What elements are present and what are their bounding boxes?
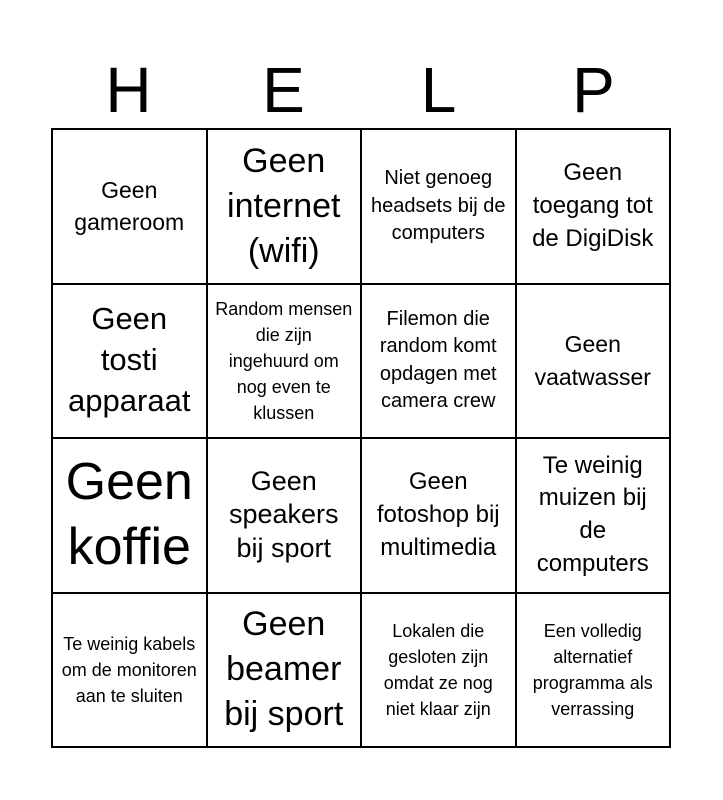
bingo-grid [51, 128, 671, 748]
bingo-cell[interactable] [208, 439, 363, 594]
bingo-cell-text: Geen vaatwasser [534, 331, 651, 390]
bingo-cell-text: Te weinig muizen bij de computers [536, 451, 649, 578]
bingo-cell[interactable] [517, 285, 672, 440]
bingo-cell[interactable] [362, 594, 517, 749]
bingo-cell-text: Geen fotoshop bij multimedia [376, 467, 500, 561]
bingo-cell-text: Geen tosti apparaat [68, 301, 191, 419]
bingo-cell-text: Filemon die random komt opdagen met camera crew [379, 307, 497, 413]
bingo-cell[interactable] [53, 594, 208, 749]
bingo-cell[interactable] [362, 439, 517, 594]
bingo-cell-text: Geen speakers bij sport [228, 465, 339, 564]
bingo-cell-text: Random mensen die zijn ingehuurd om nog even te klussen [215, 298, 353, 423]
bingo-cell[interactable] [517, 130, 672, 285]
bingo-cell-text: Lokalen die gesloten zijn omdat ze nog niet klaar zijn [383, 620, 493, 719]
bingo-cell-text: Geen toegang tot de DigiDisk [532, 158, 654, 252]
bingo-cell[interactable] [208, 594, 363, 749]
bingo-cell[interactable] [208, 285, 363, 440]
bingo-cell[interactable] [208, 130, 363, 285]
bingo-cell[interactable] [517, 439, 672, 594]
bingo-cell[interactable] [517, 594, 672, 749]
bingo-cell-text: Niet genoeg headsets bij de computers [370, 167, 506, 244]
bingo-cell-text: Geen internet (wifi) [227, 141, 341, 270]
header-letter-h: H [105, 54, 152, 126]
bingo-cell-text: Geen beamer bij sport [224, 605, 344, 734]
bingo-cell[interactable] [53, 130, 208, 285]
bingo-cell-text: Geen koffie [65, 453, 193, 577]
header-letter-p: P [572, 54, 615, 126]
bingo-cell-text: Geen gameroom [74, 176, 185, 236]
bingo-cell-text: Een volledig alternatief programma als verrassing [532, 620, 653, 719]
header-letter-l: L [420, 54, 457, 126]
bingo-cell-text: Te weinig kabels om de monitoren aan te sluiten [61, 633, 197, 706]
bingo-cell[interactable] [53, 439, 208, 594]
bingo-cell[interactable] [362, 130, 517, 285]
bingo-cell[interactable] [362, 285, 517, 440]
header-letter-e: E [262, 54, 305, 126]
bingo-header [51, 52, 671, 128]
bingo-cell[interactable] [53, 285, 208, 440]
